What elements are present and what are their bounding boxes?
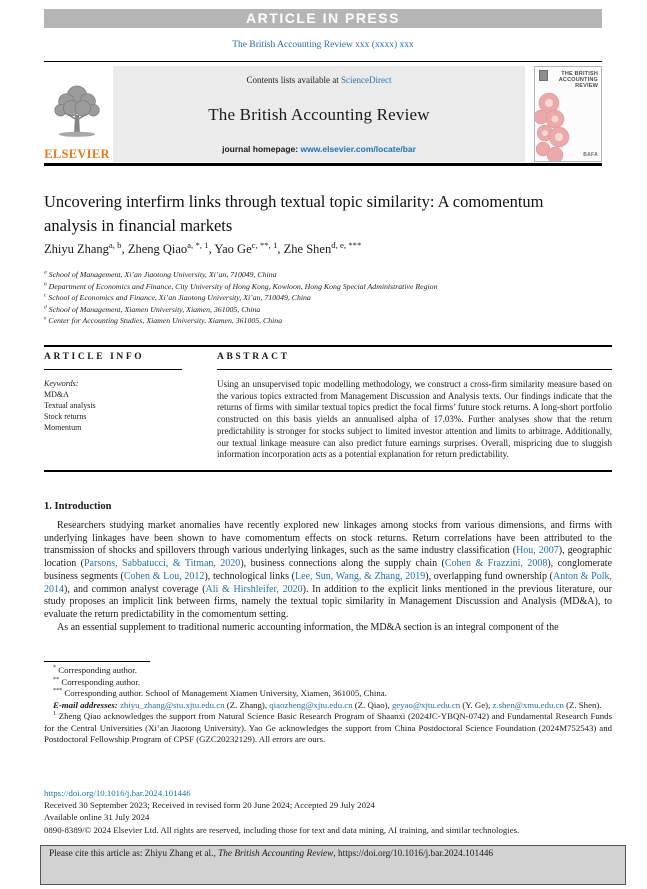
homepage-line [222,144,416,154]
text-segment: Researchers studying market anomalies have recently explored new linkages among stocks from various dimensions, and firms with underlying linkages have been shown to have comomentum effects on stock returns. Return correlations have been attributed to the transmission of shocks and spillovers through various underlying linkages, such as the same industry classification ( [44,520,612,557]
affiliation-line-e [44,315,612,327]
text-segment: Yao Ge [214,242,252,256]
abstract-column [217,352,612,461]
keyword-item: Textual analysis [44,401,96,410]
elsevier-logo[interactable] [44,66,110,162]
text-segment: ). In addition to the explicit links mentioned in the previous literature, our study proposes an implicit link between firms, namely the textual topic similarity in Management Discussion and Analysis (MD&A), to evaluate the return predictability in the comomentum setting. [44,583,612,620]
cover-flower-art [535,85,583,162]
text-segment: journal homepage: [222,144,301,154]
introduction-heading: 1. Introduction [44,501,112,512]
citation-link[interactable]: Cohen & Frazzini, 2008 [444,558,548,570]
citation-link[interactable]: Cohen & Lou, 2012 [123,570,205,582]
text-segment: Center for Accounting Studies, Xiamen University, Xiamen, 361005, China [46,316,283,325]
text-segment: , [208,242,215,256]
info-section-top-rule [44,345,612,347]
text-segment: The British Accounting Review [218,849,334,859]
info-abstract-section [44,352,612,461]
abstract-text: Using an unsupervised topic modelling methodology, we construct a cross-firm similarity measure based on the various topics extracted from Management Discussion and Analysis texts. Our findings indicate that the returns of firms with similar textual topics predict the focal firms’ future stock returns. A long-short portfolio constructed on this basis yields an annualised alpha of 17.03%. Further analyses show that the return predictability is stronger for stocks subject to limited investor attention and limits to arbitrage. Additionally, our textual linkage measure can also predict future earnings surprises. Overall, mispricing due to sluggish information incorporation acts as a potential explanation for return predictability. [217,379,612,460]
homepage-link[interactable]: www.elsevier.com/locate/bar [300,144,416,154]
cover-crest-icon [539,70,548,81]
text-segment: a, *, 1 [187,239,209,250]
text-segment: School of Management, Xiamen University, Xiamen, 361005, China [46,304,261,314]
article-title: Uncovering interfirm links through textual topic similarity: A comomentum analysis in financial markets [44,192,544,235]
footnote-emails [44,700,612,712]
text-segment: , https://doi.org/10.1016/j.bar.2024.101446 [333,849,494,859]
affiliation-line-b [44,281,612,293]
article-info-heading: ARTICLE INFO [44,352,145,362]
footnote-acknowledgement [44,711,612,746]
text-segment: b [44,280,47,287]
text-segment: ), technological links ( [204,570,296,582]
contents-line [247,75,392,85]
text-segment: Corresponding author. [56,665,137,675]
footnotes [44,665,612,746]
text-segment: ), and common analyst coverage ( [64,583,206,595]
citation-link[interactable]: Lee, Sun, Wang, & Zhang, 2019 [295,570,426,582]
journal-reference[interactable]: The British Accounting Review xxx (xxxx) xxx [232,40,414,50]
abstract-heading: ABSTRACT [217,352,290,362]
elsevier-wordmark: ELSEVIER [44,147,110,161]
affiliations [44,269,612,327]
citation-link[interactable]: Parsons, Sabbatucci, & Titman, 2020 [83,558,241,570]
citation-notice-text [49,849,493,859]
text-segment: Corresponding author. [59,676,141,687]
text-segment: , [277,242,284,256]
doi-link[interactable]: https://doi.org/10.1016/j.bar.2024.101446 [44,788,191,798]
keywords-block [44,378,217,433]
keyword-item: Momentum [44,423,82,432]
text-segment: (Z. Shen). [563,699,602,710]
article-info-column [44,352,217,461]
email-link-qiao[interactable]: qiaozheng@xjtu.edu.cn [269,699,353,710]
text-segment: Corresponding author. School of Management Xiamen University, Xiamen, 361005, China. [62,688,387,698]
introduction-body [44,520,612,634]
text-segment: c, **, 1 [251,239,278,250]
text-segment: Department of Economics and Finance, City University of Hong Kong, Kowloon, Hong Kong Special Administrative Region [46,281,438,291]
text-segment: a [44,269,47,276]
text-segment: (Z. Qiao), [352,699,392,710]
affiliation-line-d [44,304,612,316]
text-segment: ), business connections along the supply chain ( [240,558,445,570]
header-top-rule [44,61,602,62]
citation-link[interactable]: Hou, 2007 [516,545,559,557]
text-segment: d [44,303,47,310]
text-segment: ** [53,676,60,683]
keyword-item: Stock returns [44,412,87,421]
text-segment: ), geographic location ( [44,545,612,570]
cover-title: THE BRITISH ACCOUNTING REVIEW [558,71,598,89]
keywords-label: Keywords: [44,379,79,388]
received-dates: Received 30 September 2023; Received in revised form 20 June 2024; Accepted 29 July 2024 [44,800,375,811]
email-link-zhang[interactable]: zhiyu_zhang@stu.xjtu.edu.cn [119,699,225,710]
article-in-press-banner: ARTICLE IN PRESS [44,9,602,28]
text-segment: ), conglomerate business segments ( [44,558,613,582]
text-segment: E-mail addresses: [53,699,120,710]
text-segment: Zheng Qiao acknowledges the support from Natural Science Basic Research Program of Shaanxi (2024JC-YBQN-0742) and Fundamental Research Funds for the Central Universities (Xi’an Jiaotong University). Yao Ge acknowledges the support from China Postdoctoral Science Foundation (2024M752543) and Postdoctoral Fellowship Program of CPSF (GZC20232129). All errors are ours. [44,711,612,744]
citation-link[interactable]: Anton & Polk, 2014 [44,570,612,595]
journal-header [44,66,602,162]
text-segment: d, e, *** [331,239,362,250]
text-segment: (Z. Zhang), [224,699,270,710]
affiliation-line-a [44,269,612,281]
intro-paragraph-2: As an essential supplement to traditional numeric accounting information, the MD&A section is an integral component of the [57,621,559,633]
footnote-corresponding-1 [44,665,612,677]
journal-title: The British Accounting Review [208,104,430,124]
author-line [44,239,612,257]
copyright-line: 0890-8389/© 2024 Elsevier Ltd. All rights are reserved, including those for text and data mining, AI training, and similar technologies. [44,824,520,835]
journal-cover-thumbnail[interactable] [534,66,602,162]
publication-info [44,787,612,836]
text-segment: e [44,315,47,322]
journal-header-panel [113,66,525,162]
text-segment: Zhe Shen [283,242,332,256]
text-segment: c [44,292,47,299]
text-segment: Please cite this article as: Zhiyu Zhang et al., [49,849,219,859]
text-segment: Contents lists available at [246,75,341,85]
email-link-shen[interactable]: z.shen@xmu.edu.cn [492,699,564,710]
footnote-corresponding-2 [44,677,612,689]
keyword-item: MD&A [44,390,69,399]
text-segment: a, b [108,239,122,250]
abstract-rule [217,369,612,370]
affiliation-line-c [44,292,612,304]
text-segment: School of Management, Xi’an Jiaotong University, Xi’an, 710049, China [46,270,277,279]
footnote-corresponding-3 [44,688,612,700]
text-segment: Zheng Qiao [127,242,188,256]
intro-paragraph-1 [44,520,612,622]
citation-notice-box [40,845,626,885]
info-section-bottom-rule [44,470,612,472]
header-bottom-rule [44,163,602,166]
text-segment: School of Economics and Finance, Xi’an Jiaotong University, Xi’an, 710049, China [46,293,311,302]
footnote-divider [44,661,150,662]
citation-link[interactable]: Ali & Hirshleifer, 2020 [205,583,303,595]
text-segment: *** [53,688,63,695]
sciencedirect-link[interactable]: ScienceDirect [341,75,392,85]
text-segment: ), overlapping fund ownership ( [425,570,553,582]
article-info-rule [44,369,182,370]
text-segment: Zhiyu Zhang [44,242,109,256]
text-segment: , [121,242,128,256]
email-link-ge[interactable]: geyao@xjtu.edu.cn [391,699,461,710]
text-segment: 1 [53,711,57,718]
available-online: Available online 31 July 2024 [44,812,150,823]
elsevier-tree-icon [48,82,106,146]
cover-bafa-label: BAFA [583,152,598,158]
text-segment: (Y. Ge), [460,699,493,710]
text-segment: * [53,665,57,672]
